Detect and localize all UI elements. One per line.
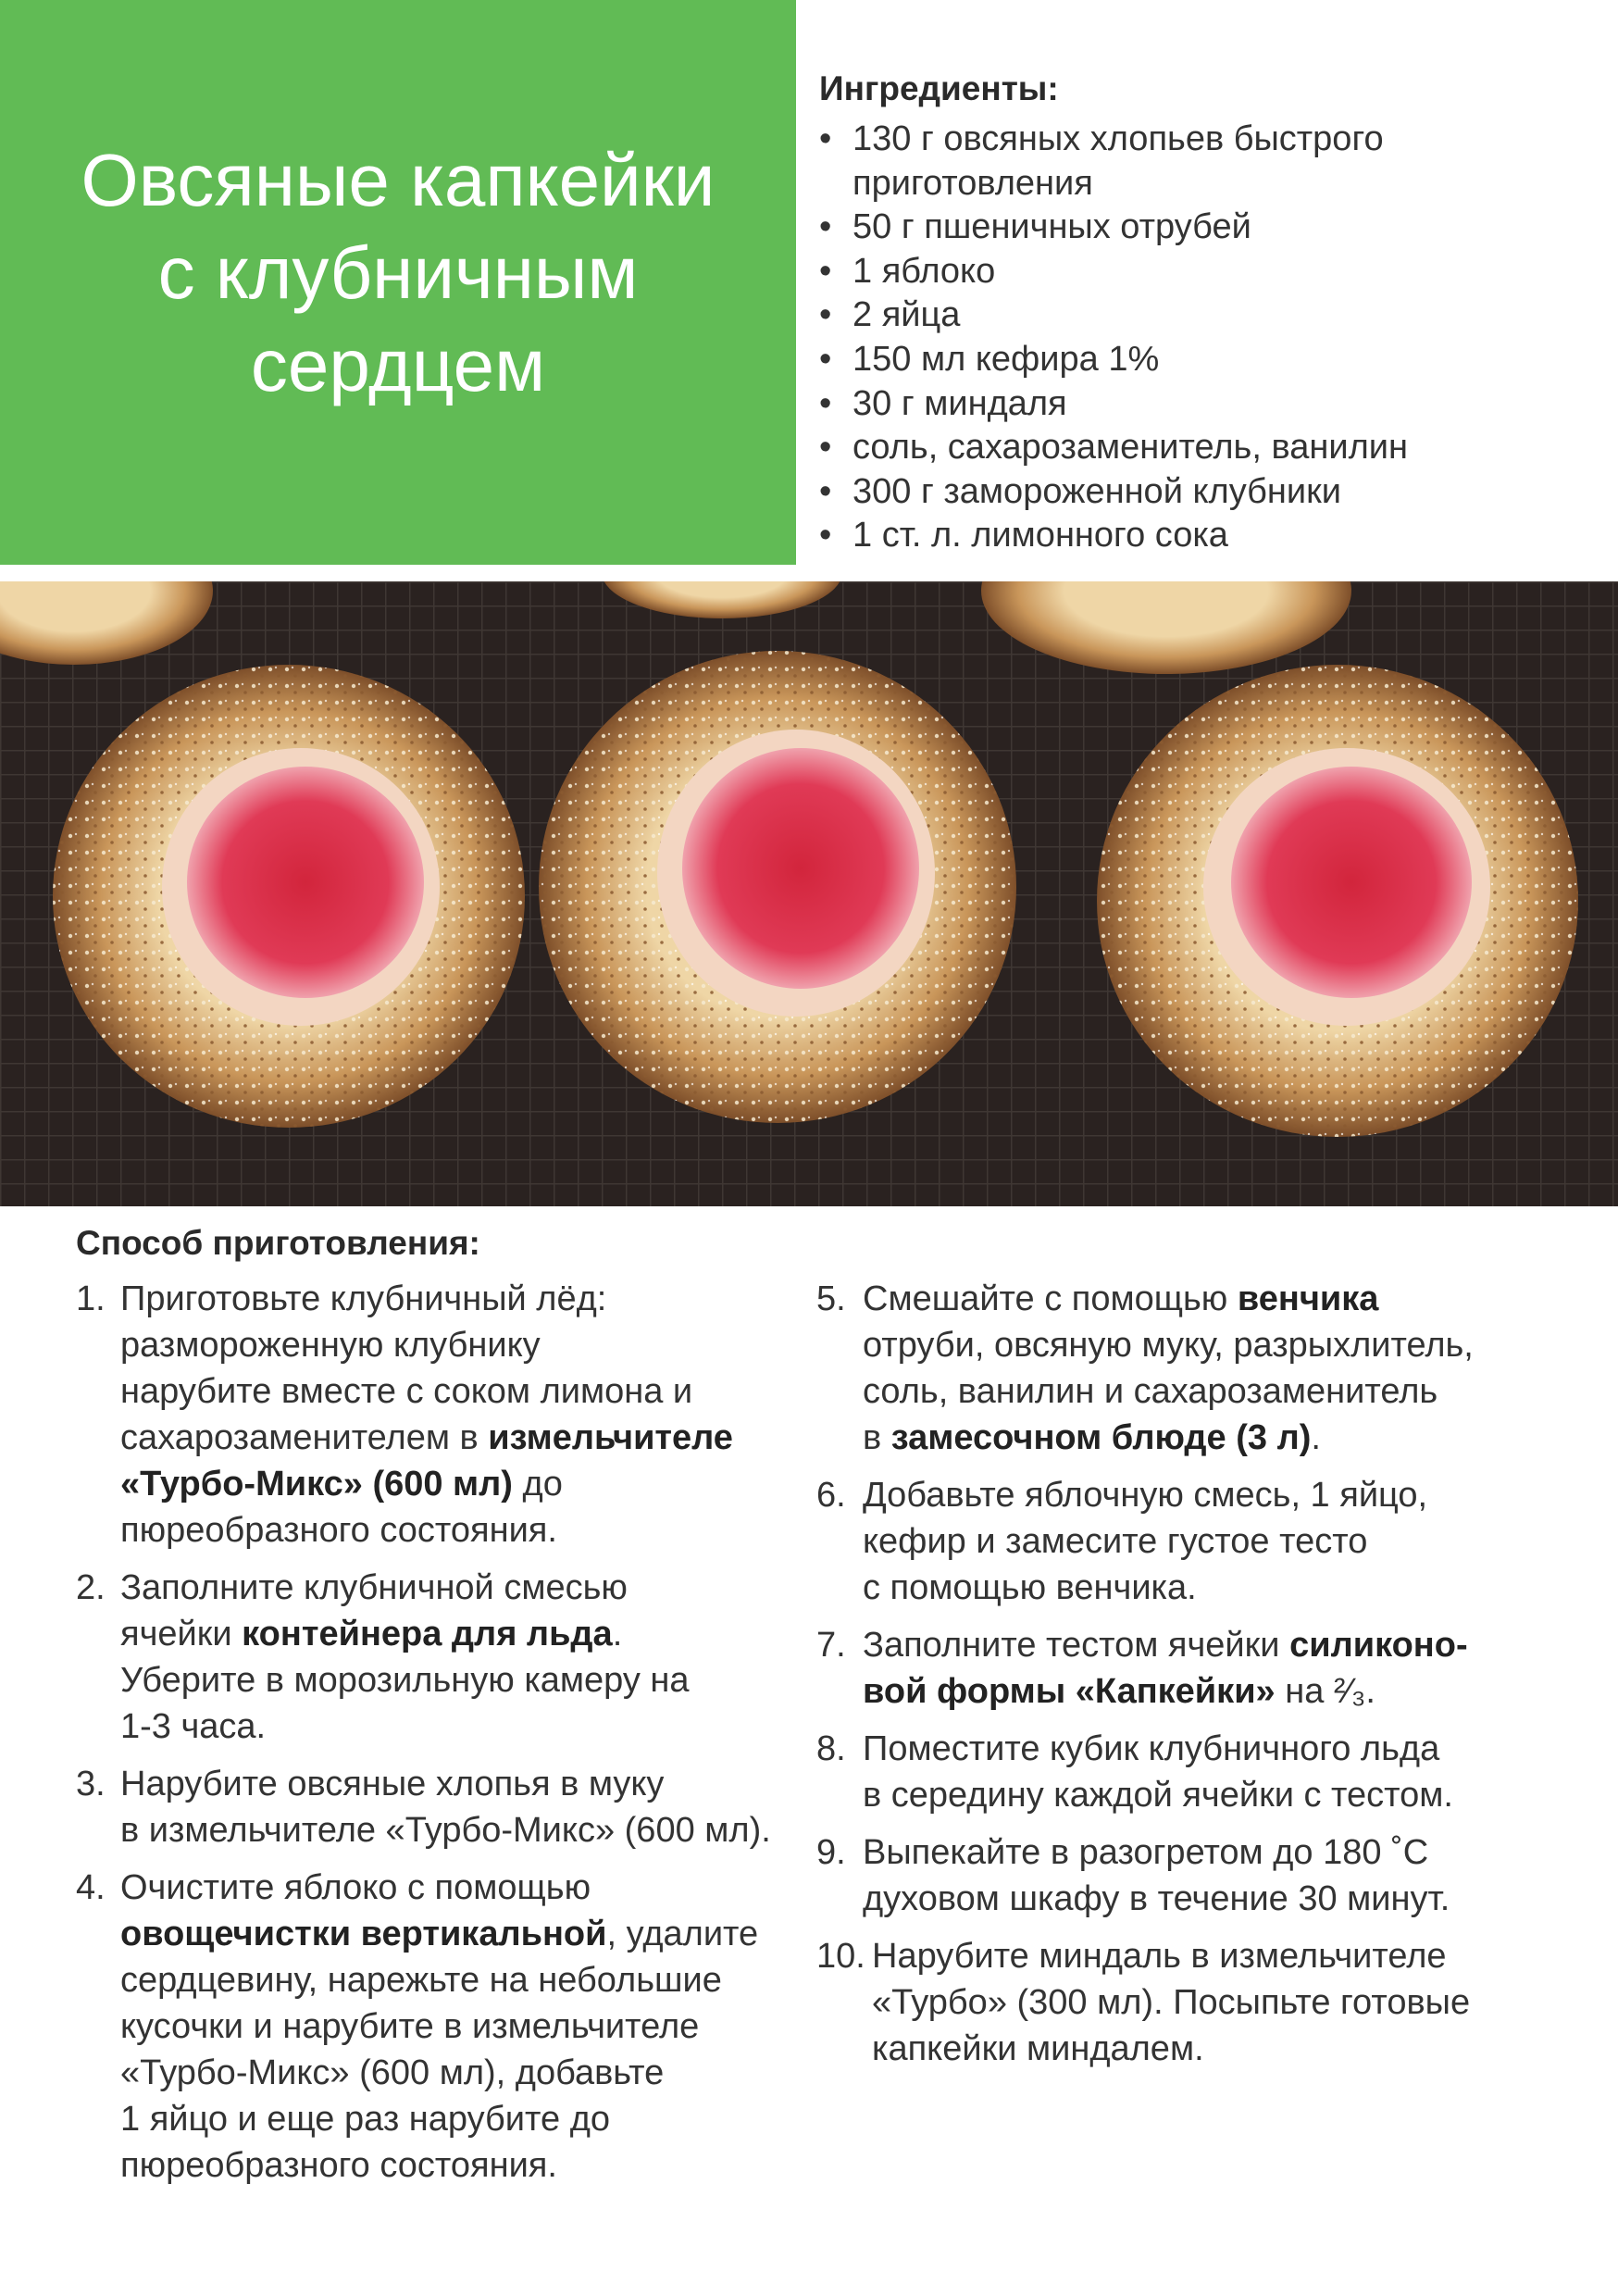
method-step: 6. Добавьте яблочную смесь, 1 яйцо, кефир и замесите густое тесто с помощью венчика.	[816, 1472, 1603, 1611]
title-line: Овсяные капкейки	[81, 139, 716, 221]
method-step: 3. Нарубите овсяные хлопья в муку в измельчителе «Турбо-Микс» (600 мл).	[76, 1761, 816, 1853]
ingredient-item: • 1 яблоко	[819, 250, 1597, 294]
step-number: 5.	[816, 1279, 846, 1318]
cupcake	[1097, 665, 1578, 1137]
title-line: с клубничным	[157, 231, 639, 314]
method-column-left	[76, 1276, 816, 2200]
step-number: 9.	[816, 1833, 846, 1872]
ingredient-item: • соль, сахарозаменитель, ванилин	[819, 426, 1597, 470]
step-number: 7.	[816, 1626, 846, 1665]
method-column-right	[816, 1276, 1603, 2083]
cupcake	[53, 665, 525, 1128]
ingredients-section	[819, 69, 1597, 558]
ingredient-item: • 2 яйца	[819, 293, 1597, 338]
method-step: 1. Приготовьте клубничный лёд: размороженную клубнику нарубите вместе с соком лимона и сахарозаменителем в измельчителе «Турбо-Микс» (600 мл) до пюреобразного состояния.	[76, 1276, 816, 1554]
ingredient-item: • 30 г миндаля	[819, 382, 1597, 427]
step-number: 2.	[76, 1568, 106, 1607]
product-name: венчика	[1237, 1279, 1379, 1318]
product-name: замесочном блюде (3 л)	[890, 1418, 1312, 1457]
step-number: 6.	[816, 1476, 846, 1515]
product-name: силиконо-	[1289, 1626, 1468, 1665]
product-name: контейнера для льда	[242, 1615, 613, 1653]
method-step: 5. Смешайте с помощью венчика отруби, овсяную муку, разрыхлитель, соль, ванилин и сахарозаменитель в замесочном блюде (3 л).	[816, 1276, 1603, 1461]
ingredient-item: • 150 мл кефира 1%	[819, 338, 1597, 382]
ingredient-item: • 1 ст. л. лимонного сока	[819, 514, 1597, 558]
step-number: 4.	[76, 1868, 106, 1907]
page-title	[37, 134, 759, 412]
title-line: сердцем	[250, 324, 546, 406]
ingredient-item: • 300 г замороженной клубники	[819, 470, 1597, 515]
method-step: 7. Заполните тестом ячейки силиконо- вой формы «Капкейки» на ²⁄₃.	[816, 1622, 1603, 1715]
method-step: 10. Нарубите миндаль в измельчителе «Турбо» (300 мл). Посыпьте готовые капкейки миндалем.	[816, 1933, 1603, 2072]
title-block	[0, 0, 796, 565]
step-number: 10.	[816, 1937, 865, 1976]
ingredient-item: • 50 г пшеничных отрубей	[819, 206, 1597, 250]
cupcakes-photo	[0, 581, 1618, 1206]
cupcakes-illustration	[0, 581, 1618, 1206]
method-step: 9. Выпекайте в разогретом до 180 ˚С духовом шкафу в течение 30 минут.	[816, 1829, 1603, 1922]
method-steps-right	[816, 1276, 1603, 2072]
step-number: 1.	[76, 1279, 106, 1318]
product-name: овощечистки вертикальной	[120, 1915, 607, 1953]
product-name: вой формы «Капкейки»	[863, 1672, 1276, 1711]
method-step: 4. Очистите яблоко с помощью овощечистки вертикальной, удалите сердцевину, нарежьте на небольшие кусочки и нарубите в измельчителе «Турбо-Микс» (600 мл), добавьте 1 яйцо и еще раз нарубите до пюреобразного состояния.	[76, 1865, 816, 2189]
method-step: 8. Поместите кубик клубничного льда в середину каждой ячейки с тестом.	[816, 1726, 1603, 1818]
step-number: 8.	[816, 1729, 846, 1768]
method-steps-left	[76, 1276, 816, 2189]
ingredients-heading: Ингредиенты:	[819, 69, 1059, 107]
cupcake	[539, 651, 1016, 1123]
method-step: 2. Заполните клубничной смесью ячейки контейнера для льда. Уберите в морозильную камеру на 1-3 часа.	[76, 1565, 816, 1750]
step-number: 3.	[76, 1765, 106, 1803]
ingredient-item: • 130 г овсяных хлопьев быстрого приготовления	[819, 118, 1597, 206]
product-name: измельчителе «Турбо-Микс» (600 мл)	[120, 1418, 733, 1504]
ingredients-list	[819, 118, 1597, 558]
method-heading: Способ приготовления:	[76, 1224, 480, 1262]
